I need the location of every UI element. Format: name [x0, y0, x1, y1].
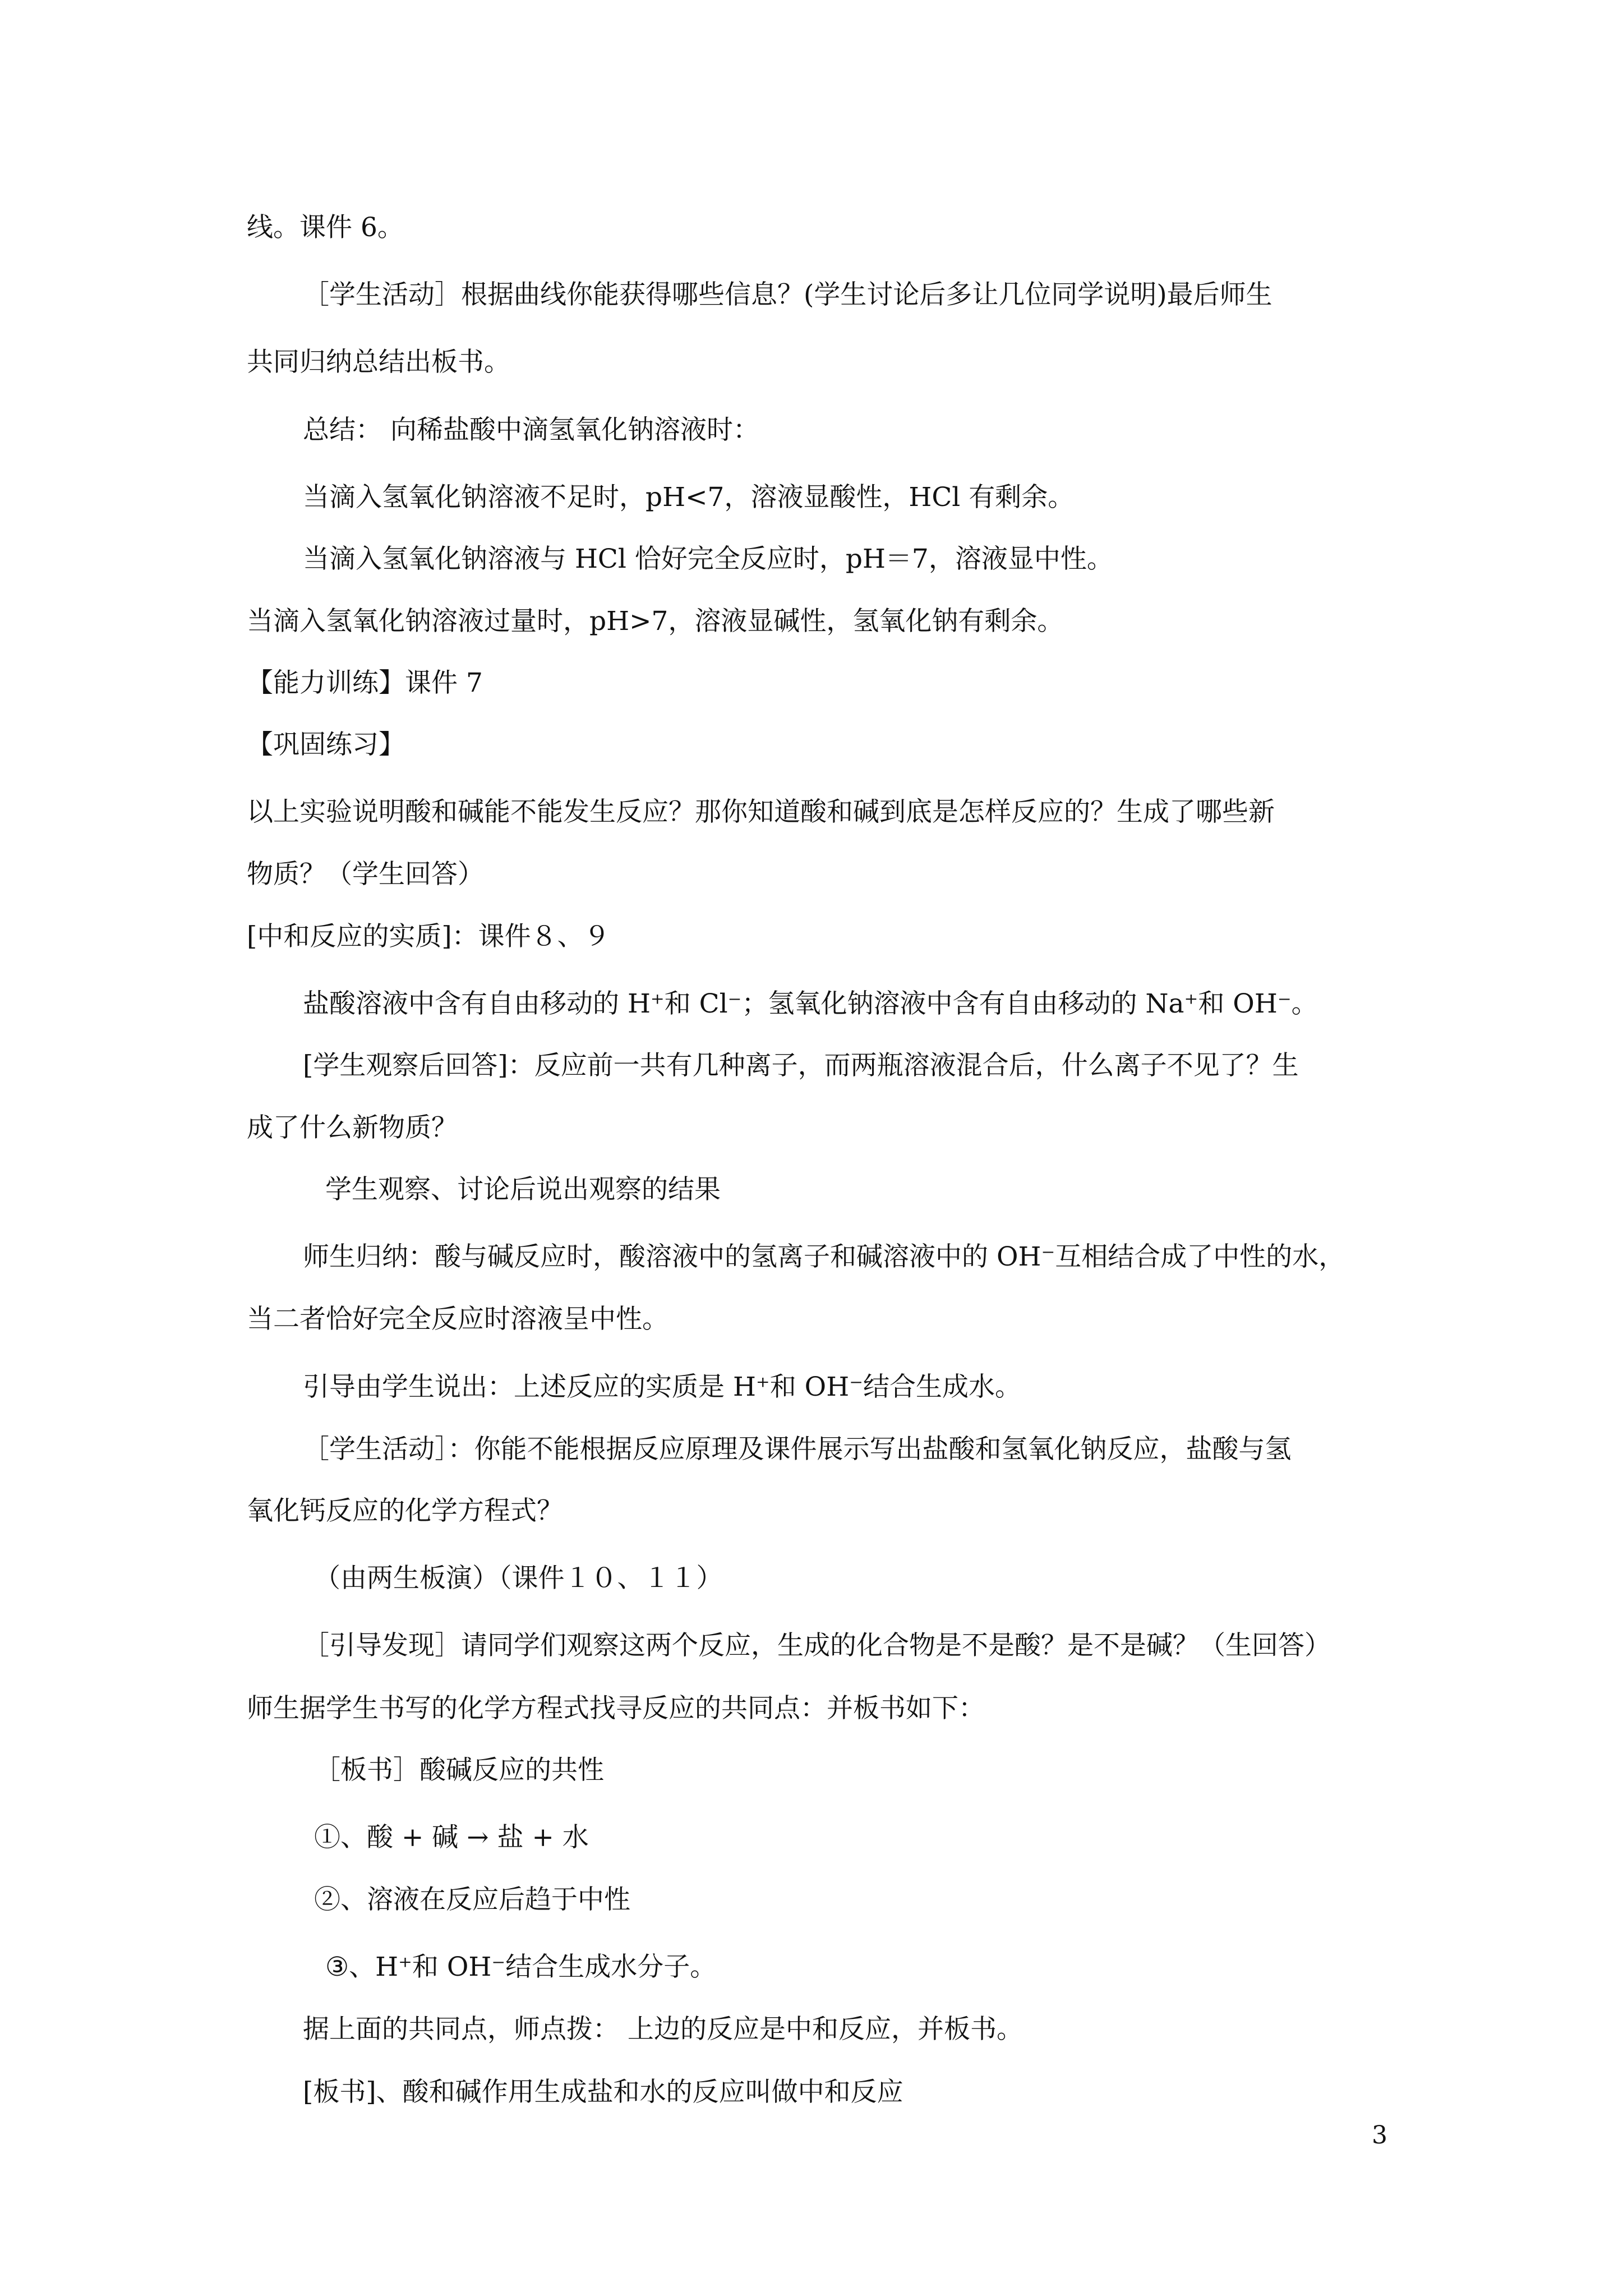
- text-line: ①、酸 + 碱 → 盐 + 水: [314, 1822, 589, 1853]
- text-line: 据上面的共同点，师点拨： 上边的反应是中和反应，并板书。: [303, 2014, 1023, 2045]
- text-line: 师生据学生书写的化学方程式找寻反应的共同点：并板书如下：: [247, 1693, 985, 1724]
- text-line: 总结： 向稀盐酸中滴氢氧化钠溶液时：: [303, 415, 759, 445]
- text-line: 共同归纳总结出板书。: [247, 347, 510, 378]
- text-line: ［学生活动］：你能不能根据反应原理及课件展示写出盐酸和氢氧化钠反应，盐酸与氢: [303, 1434, 1292, 1465]
- text-line: 师生归纳：酸与碱反应时，酸溶液中的氢离子和碱溶液中的 OH⁻互相结合成了中性的水，: [303, 1241, 1345, 1272]
- text-line: 当二者恰好完全反应时溶液呈中性。: [247, 1304, 668, 1335]
- text-line: ③、H⁺和 OH⁻结合生成水分子。: [325, 1952, 717, 1982]
- text-line: 盐酸溶液中含有自由移动的 H⁺和 Cl⁻；氢氧化钠溶液中含有自由移动的 Na⁺和 OH⁻。: [303, 988, 1318, 1019]
- text-line: [板书]、酸和碱作用生成盐和水的反应叫做中和反应: [303, 2077, 903, 2108]
- text-line: 成了什么新物质？: [247, 1112, 458, 1143]
- text-line: 引导由学生说出：上述反应的实质是 H⁺和 OH⁻结合生成水。: [303, 1372, 1022, 1402]
- text-line: [中和反应的实质]：课件８、９: [247, 921, 610, 952]
- page-number: 3: [1372, 2121, 1387, 2150]
- text-line: ［板书］酸碱反应的共性: [314, 1755, 604, 1786]
- text-line: （由两生板演）（课件１０、１１）: [314, 1563, 723, 1594]
- text-line: 【能力训练】课件 7: [247, 668, 483, 698]
- text-line: 线。课件 6。: [247, 212, 404, 243]
- text-line: ②、溶液在反应后趋于中性: [314, 1884, 630, 1915]
- text-line: ［学生活动］根据曲线你能获得哪些信息？(学生讨论后多让几位同学说明)最后师生: [303, 279, 1272, 310]
- text-line: 当滴入氢氧化钠溶液过量时，pH>7，溶液显碱性，氢氧化钠有剩余。: [247, 606, 1064, 637]
- text-line: 学生观察、讨论后说出观察的结果: [325, 1174, 721, 1205]
- text-line: 【巩固练习】: [247, 729, 405, 760]
- text-line: 当滴入氢氧化钠溶液与 HCl 恰好完全反应时，pH＝7，溶液显中性。: [303, 544, 1113, 574]
- text-line: 氧化钙反应的化学方程式？: [247, 1496, 563, 1526]
- text-line: ［引导发现］请同学们观察这两个反应，生成的化合物是不是酸？是不是碱？（生回答）: [303, 1630, 1331, 1661]
- text-line: [学生观察后回答]：反应前一共有几种离子，而两瓶溶液混合后，什么离子不见了？生: [303, 1050, 1299, 1081]
- text-line: 以上实验说明酸和碱能不能发生反应？那你知道酸和碱到底是怎样反应的？生成了哪些新: [247, 797, 1275, 827]
- text-line: 当滴入氢氧化钠溶液不足时，pH<7，溶液显酸性，HCl 有剩余。: [303, 482, 1075, 513]
- text-line: 物质？（学生回答）: [247, 859, 484, 890]
